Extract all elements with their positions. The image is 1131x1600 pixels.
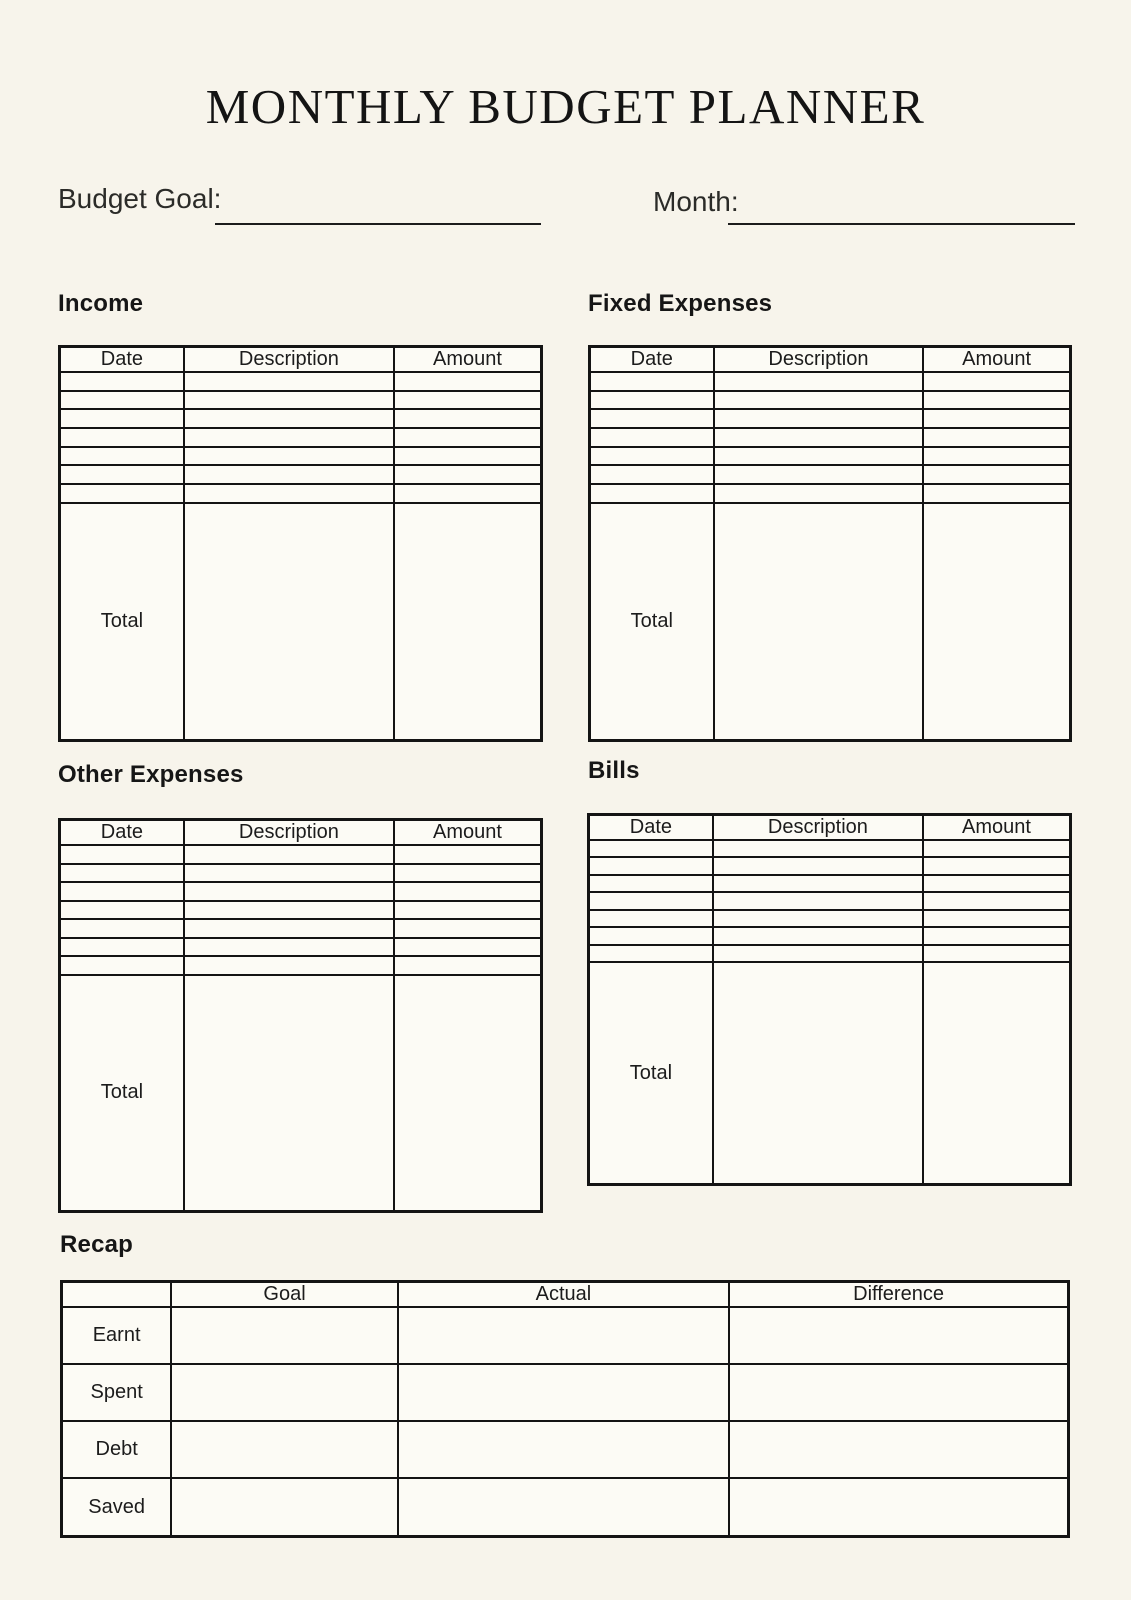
description-cell[interactable] — [713, 892, 923, 909]
description-cell[interactable] — [714, 447, 924, 466]
description-cell[interactable] — [714, 409, 924, 428]
description-cell[interactable] — [184, 372, 394, 391]
total-description-cell[interactable] — [184, 503, 394, 741]
date-cell[interactable] — [60, 864, 184, 883]
bills-table — [587, 813, 1072, 1186]
description-cell[interactable] — [713, 875, 923, 892]
date-cell[interactable] — [60, 465, 184, 484]
description-cell[interactable] — [184, 447, 394, 466]
date-cell[interactable] — [589, 927, 713, 944]
recap-label-earnt: Earnt — [62, 1307, 172, 1364]
description-cell[interactable] — [184, 465, 394, 484]
fixed-expenses-row — [590, 465, 1071, 484]
amount-cell[interactable] — [923, 892, 1071, 909]
description-cell[interactable] — [184, 391, 394, 410]
other-total-label: Total — [60, 975, 184, 1212]
other-expenses-row — [60, 845, 542, 864]
bills-col-date: Date — [589, 815, 713, 841]
recap-col-actual: Actual — [398, 1282, 729, 1308]
recap-label-saved: Saved — [62, 1478, 172, 1536]
difference-cell[interactable] — [729, 1421, 1068, 1478]
budget-goal-input[interactable] — [215, 189, 541, 225]
date-cell[interactable] — [590, 484, 714, 503]
recap-label-debt: Debt — [62, 1421, 172, 1478]
recap-section-title: Recap — [60, 1231, 134, 1258]
recap-col-goal: Goal — [171, 1282, 398, 1308]
total-amount-cell[interactable] — [394, 503, 542, 741]
date-cell[interactable] — [590, 465, 714, 484]
amount-cell[interactable] — [394, 447, 542, 466]
date-cell[interactable] — [590, 391, 714, 410]
date-cell[interactable] — [590, 372, 714, 391]
bills-row — [589, 857, 1071, 874]
date-cell[interactable] — [60, 447, 184, 466]
bills-row — [589, 892, 1071, 909]
amount-cell[interactable] — [394, 409, 542, 428]
fixed-expenses-row — [590, 409, 1071, 428]
description-cell[interactable] — [714, 484, 924, 503]
fixed-expenses-table — [588, 345, 1072, 742]
amount-cell[interactable] — [394, 938, 542, 957]
amount-cell[interactable] — [923, 910, 1071, 927]
date-cell[interactable] — [60, 409, 184, 428]
description-cell[interactable] — [714, 391, 924, 410]
description-cell[interactable] — [184, 845, 394, 864]
fixed-expenses-row — [590, 391, 1071, 410]
bills-row — [589, 840, 1071, 857]
total-amount-cell[interactable] — [923, 503, 1070, 741]
bills-row — [589, 875, 1071, 892]
date-cell[interactable] — [60, 391, 184, 410]
other-expenses-row — [60, 919, 542, 938]
amount-cell[interactable] — [394, 882, 542, 901]
total-amount-cell[interactable] — [394, 975, 542, 1212]
date-cell[interactable] — [60, 372, 184, 391]
other-expenses-row — [60, 882, 542, 901]
date-cell[interactable] — [60, 919, 184, 938]
amount-cell[interactable] — [394, 919, 542, 938]
recap-header-row — [62, 1282, 1069, 1308]
bills-total-row — [589, 962, 1071, 1184]
description-cell[interactable] — [184, 956, 394, 975]
recap-table — [60, 1280, 1070, 1538]
date-cell[interactable] — [60, 882, 184, 901]
total-description-cell[interactable] — [714, 503, 924, 741]
bills-section-title: Bills — [588, 757, 640, 784]
total-description-cell[interactable] — [184, 975, 394, 1212]
bills-row — [589, 945, 1071, 962]
amount-cell[interactable] — [923, 428, 1070, 447]
income-row — [60, 409, 542, 428]
income-header-row — [60, 347, 542, 373]
month-input[interactable] — [728, 189, 1075, 225]
difference-cell[interactable] — [729, 1478, 1068, 1536]
goal-cell[interactable] — [171, 1478, 398, 1536]
other-expenses-row — [60, 956, 542, 975]
date-cell[interactable] — [590, 428, 714, 447]
amount-cell[interactable] — [394, 864, 542, 883]
amount-cell[interactable] — [923, 857, 1071, 874]
description-cell[interactable] — [184, 864, 394, 883]
fixed-expenses-row — [590, 447, 1071, 466]
other-expenses-row — [60, 864, 542, 883]
date-cell[interactable] — [590, 447, 714, 466]
fixed-expenses-row — [590, 484, 1071, 503]
other-expenses-row — [60, 938, 542, 957]
other-expenses-total-row — [60, 975, 542, 1212]
amount-cell[interactable] — [394, 484, 542, 503]
amount-cell[interactable] — [923, 391, 1070, 410]
other-expenses-header-row — [60, 820, 542, 846]
description-cell[interactable] — [713, 840, 923, 857]
date-cell[interactable] — [590, 409, 714, 428]
difference-cell[interactable] — [729, 1364, 1068, 1421]
other-expenses-section-title: Other Expenses — [58, 761, 244, 788]
description-cell[interactable] — [713, 910, 923, 927]
date-cell[interactable] — [60, 484, 184, 503]
date-cell[interactable] — [589, 840, 713, 857]
income-section-title: Income — [58, 290, 144, 317]
actual-cell[interactable] — [398, 1307, 729, 1364]
amount-cell[interactable] — [923, 409, 1070, 428]
description-cell[interactable] — [184, 901, 394, 920]
amount-cell[interactable] — [923, 840, 1071, 857]
income-total-row — [60, 503, 542, 741]
other-expenses-table — [58, 818, 543, 1213]
goal-cell[interactable] — [171, 1421, 398, 1478]
income-row — [60, 372, 542, 391]
goal-cell[interactable] — [171, 1364, 398, 1421]
description-cell[interactable] — [714, 428, 924, 447]
income-row — [60, 447, 542, 466]
income-col-amount: Amount — [394, 347, 542, 373]
amount-cell[interactable] — [923, 447, 1070, 466]
fixed-expenses-header-row — [590, 347, 1071, 373]
description-cell[interactable] — [713, 927, 923, 944]
description-cell[interactable] — [184, 919, 394, 938]
fixed-expenses-section-title: Fixed Expenses — [588, 290, 773, 317]
amount-cell[interactable] — [394, 901, 542, 920]
amount-cell[interactable] — [923, 372, 1070, 391]
other-col-amount: Amount — [394, 820, 542, 846]
date-cell[interactable] — [589, 910, 713, 927]
bills-col-description: Description — [713, 815, 923, 841]
fixed-expenses-total-row — [590, 503, 1071, 741]
description-cell[interactable] — [184, 428, 394, 447]
income-row — [60, 465, 542, 484]
fixed-expenses-row — [590, 372, 1071, 391]
date-cell[interactable] — [60, 938, 184, 957]
fixed-expenses-row — [590, 428, 1071, 447]
income-row — [60, 484, 542, 503]
income-row — [60, 428, 542, 447]
total-amount-cell[interactable] — [923, 962, 1071, 1184]
recap-corner-cell — [62, 1282, 172, 1308]
description-cell[interactable] — [184, 484, 394, 503]
other-col-description: Description — [184, 820, 394, 846]
date-cell[interactable] — [589, 857, 713, 874]
amount-cell[interactable] — [923, 484, 1070, 503]
description-cell[interactable] — [184, 409, 394, 428]
bills-total-label: Total — [589, 962, 713, 1184]
recap-col-difference: Difference — [729, 1282, 1068, 1308]
date-cell[interactable] — [60, 845, 184, 864]
bills-col-amount: Amount — [923, 815, 1071, 841]
description-cell[interactable] — [714, 465, 924, 484]
description-cell[interactable] — [713, 945, 923, 962]
month-label: Month: — [653, 186, 739, 217]
amount-cell[interactable] — [923, 465, 1070, 484]
amount-cell[interactable] — [394, 391, 542, 410]
page-title: MONTHLY BUDGET PLANNER — [205, 79, 926, 134]
recap-row-debt — [62, 1421, 1069, 1478]
bills-row — [589, 927, 1071, 944]
fixed-total-label: Total — [590, 503, 714, 741]
fixed-col-description: Description — [714, 347, 924, 373]
date-cell[interactable] — [60, 901, 184, 920]
income-table — [58, 345, 543, 742]
amount-cell[interactable] — [923, 945, 1071, 962]
income-col-description: Description — [184, 347, 394, 373]
description-cell[interactable] — [184, 882, 394, 901]
budget-goal-label: Budget Goal: — [58, 183, 222, 214]
income-row — [60, 391, 542, 410]
date-cell[interactable] — [589, 945, 713, 962]
bills-header-row — [589, 815, 1071, 841]
fixed-col-amount: Amount — [923, 347, 1070, 373]
other-expenses-row — [60, 901, 542, 920]
income-total-label: Total — [60, 503, 184, 741]
actual-cell[interactable] — [398, 1478, 729, 1536]
amount-cell[interactable] — [394, 845, 542, 864]
description-cell[interactable] — [713, 857, 923, 874]
date-cell[interactable] — [60, 956, 184, 975]
date-cell[interactable] — [60, 428, 184, 447]
date-cell[interactable] — [589, 892, 713, 909]
recap-row-saved — [62, 1478, 1069, 1536]
recap-row-earnt — [62, 1307, 1069, 1364]
bills-row — [589, 910, 1071, 927]
amount-cell[interactable] — [394, 428, 542, 447]
description-cell[interactable] — [184, 938, 394, 957]
goal-cell[interactable] — [171, 1307, 398, 1364]
actual-cell[interactable] — [398, 1421, 729, 1478]
amount-cell[interactable] — [394, 372, 542, 391]
income-col-date: Date — [60, 347, 184, 373]
amount-cell[interactable] — [923, 927, 1071, 944]
recap-row-spent — [62, 1364, 1069, 1421]
date-cell[interactable] — [589, 875, 713, 892]
amount-cell[interactable] — [923, 875, 1071, 892]
description-cell[interactable] — [714, 372, 924, 391]
other-col-date: Date — [60, 820, 184, 846]
total-description-cell[interactable] — [713, 962, 923, 1184]
amount-cell[interactable] — [394, 465, 542, 484]
difference-cell[interactable] — [729, 1307, 1068, 1364]
recap-label-spent: Spent — [62, 1364, 172, 1421]
fixed-col-date: Date — [590, 347, 714, 373]
amount-cell[interactable] — [394, 956, 542, 975]
actual-cell[interactable] — [398, 1364, 729, 1421]
